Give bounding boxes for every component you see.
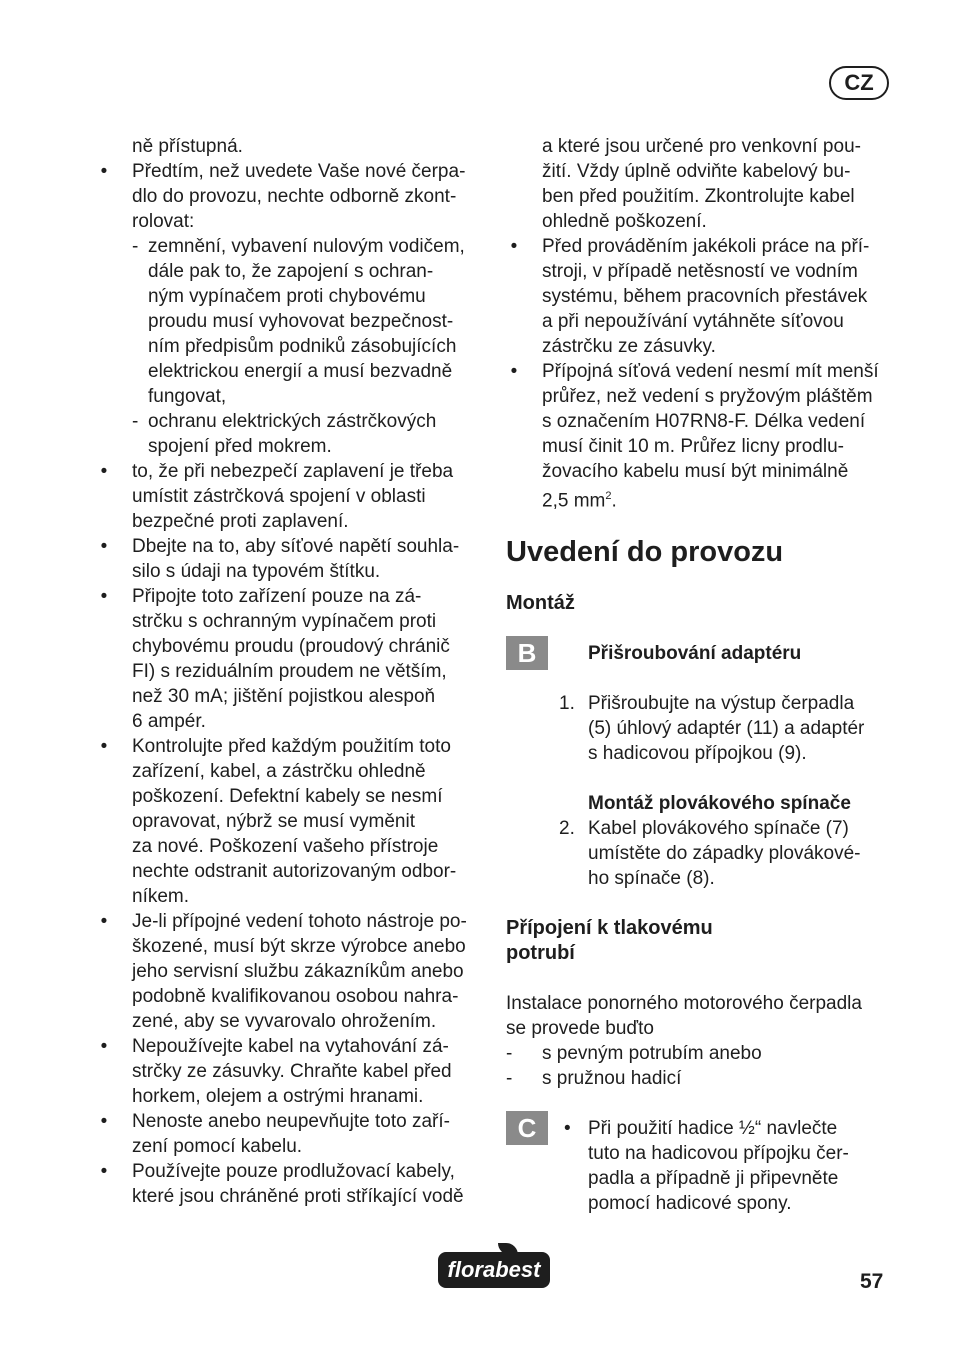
list-item: • Používejte pouze prodlužovací kabely, které jsou chráněné proti stříkající vodě [96,1159,496,1209]
option-item: - s pevným potrubím anebo [506,1043,762,1065]
bullet-icon: • [510,361,518,382]
list-item: • Před prováděním jakékoli práce na pří- stroji, v případě netěsností ve vodním systému, během pracovních přestávek a při nepoužívání vytáhněte síťovou zástrčku ze zásuvky. [506,234,898,359]
continued-text: ně přístupná. [132,136,243,157]
dash-icon: - [132,411,139,432]
sub-list-item: - ochranu elektrických zástrčkových spojení před mokrem. [132,411,437,457]
brand-logo: florabest [438,1252,550,1288]
bullet-icon: • [100,161,108,182]
bullet-icon: • [100,736,108,757]
option-item: - s pružnou hadicí [506,1068,682,1090]
left-column [96,134,496,1209]
adapter-title: Přišroubování adaptéru [588,643,802,665]
install-text: Instalace ponorného motorového čerpadla se provede buďto [506,993,862,1040]
step-1: 1. Přišroubujte na výstup čerpadla (5) úhlový adaptér (11) a adaptér s hadicovou přípojkou (9). [559,693,865,765]
section-heading: Uvedení do provozu [506,536,784,569]
list-item: • Kontrolujte před každým použitím toto zařízení, kabel, a zástrčku ohledně poškození. Defektní kabely se nesmí opravovat, nýbrž se musí vyměnit za nové. Poškození vašeho přístroje nechte odstranit autorizovaným odbor- níkem. [96,734,496,909]
dash-icon: - [506,1068,513,1090]
float-switch-title: Montáž plovákového spínače [588,793,851,815]
language-badge: CZ [829,66,889,100]
list-item: • Přípojná síťová vedení nesmí mít menší průřez, než vedení s pryžovým pláštěm s označením H07RN8-F. Délka vedení musí činit 10 m. Průřez licny prodlu- žovacího kabelu musí být minimálně 2,5 $mm^2$. [506,359,898,513]
continued-text: a které jsou určené pro venkovní pou- žití. Vždy úplně odviňte kabelový bu- ben před použitím. Zkontrolujte kabel ohledně poškození. [542,136,861,232]
list-item: • Nenoste anebo neupevňujte toto zaří- zení pomocí kabelu. [96,1109,496,1159]
page-number: 57 [860,1270,884,1293]
bullet-icon: • [100,536,108,557]
bullet-icon: • [100,586,108,607]
bullet-icon: • [510,236,518,257]
list-item: • Nepoužívejte kabel na vytahování zá- strčky ze zásuvky. Chraňte kabel před horkem, olejem a ostrými hranami. [96,1034,496,1109]
list-item: • Je-li přípojné vedení tohoto nástroje po- škozené, musí být skrze výrobce anebo jeho servisní službu zákazníkům anebo podobně kvalifikovanou osobou nahra- zené, aby se vyvarovalo ohrožením. [96,909,496,1034]
list-item: • Dbejte na to, aby síťové napětí souhla- silo s údaji na typovém štítku. [96,534,496,584]
bullet-icon: • [100,461,108,482]
pressure-pipe-heading: Přípojení k tlakovému potrubí [506,917,713,965]
bullet-icon: • [100,1111,108,1132]
bullet-icon: • [564,1118,571,1140]
list-item: • Předtím, než uvedete Vaše nové čerpa- dlo do provozu, nechte odborně zkont- rolovat: [96,159,496,234]
figure-ref-c: C [506,1111,548,1145]
sub-list-item: - zemnění, vybavení nulovým vodičem, dále pak to, že zapojení s ochran- ným vypínačem proti chybovému proudu musí vyhovovat bezpečnost- ním předpisům podniků zásobujících elektrickou energií a musí bezvadně fungovat, [132,236,465,407]
list-item: • to, že při nebezpečí zaplavení je třeba umístit zástrčková spojení v oblasti bezpečné proti zaplavení. [96,459,496,534]
dash-icon: - [132,236,139,257]
step-2: 2. Kabel plovákového spínače (7) umístěte do západky plovákové- ho spínače (8). [559,818,861,890]
bullet-icon: • [100,911,108,932]
subsection-heading-montaz: Montáž [506,592,575,615]
figure-ref-b: B [506,636,548,670]
dash-icon: - [506,1043,513,1065]
list-item: • Při použití hadice ½“ navlečte tuto na hadicovou přípojku čer- padla a případně ji připevněte pomocí hadicové spony. [564,1118,849,1215]
bullet-icon: • [100,1161,108,1182]
right-column [506,134,898,1216]
bullet-icon: • [100,1036,108,1057]
list-item: • Připojte toto zařízení pouze na zá- strčku s ochranným vypínačem proti chybovému proudu (proudový chránič FI) s reziduálním proudem ne větším, než 30 mA; jištění pojistkou alespoň 6 ampér. [96,584,496,734]
